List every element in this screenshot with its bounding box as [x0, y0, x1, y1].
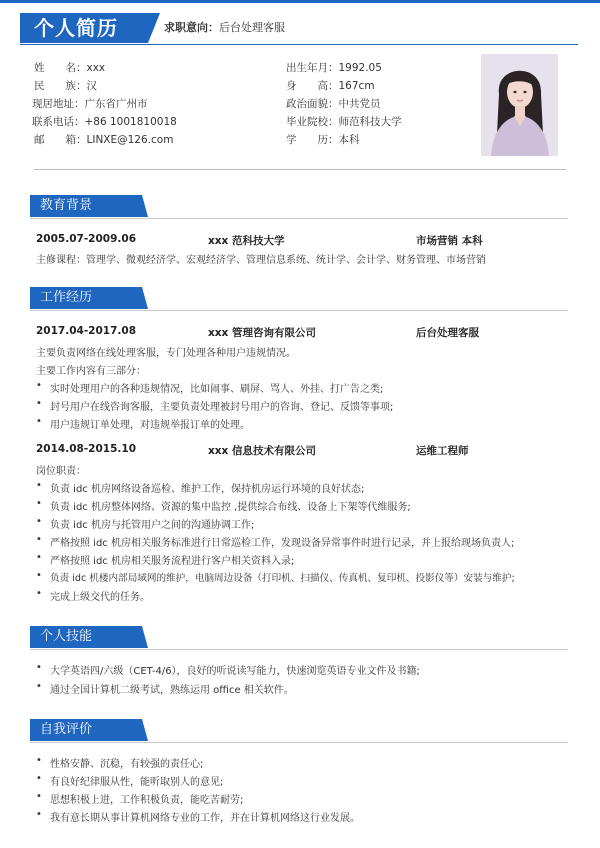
page-title: 个人简历	[34, 16, 118, 40]
section-skills-head	[30, 626, 570, 648]
list-item: • 实时处理用户的各种违规情况，比如闹事、刷屏、骂人、外挂、打广告之类;	[38, 380, 371, 395]
list-item: • 有良好纪律服从性，能听取别人的意见;	[38, 773, 211, 788]
section-rule	[30, 310, 568, 311]
section-self-title: 自我评价	[40, 722, 93, 737]
info-degree: 学 历：本科	[286, 134, 360, 146]
job1-company: xxx 管理咨询有限公司	[208, 327, 316, 339]
info-address: 现居地址：广东省广州市	[32, 98, 148, 110]
section-education-head	[30, 195, 570, 217]
list-item: • 通过全国计算机二级考试，熟练运用 office 相关软件。	[38, 681, 282, 696]
job1-role: 后台处理客服	[416, 327, 479, 339]
info-birth: 出生年月：1992.05	[286, 62, 382, 74]
section-self-head	[30, 719, 570, 741]
list-item: • 用户违规订单处理，对违规举报订单的处理。	[38, 416, 238, 431]
section-work-head	[30, 287, 570, 309]
info-politics: 政治面貌：中共党员	[286, 98, 381, 110]
list-item: • 完成上级交代的任务。	[38, 588, 138, 603]
job2-desc: 岗位职责：	[36, 466, 86, 477]
info-email: 邮 箱：LINXE@126.com	[34, 134, 174, 146]
job1-desc: 主要负责网络在线处理客服，专门处理各种用户违规情况。	[36, 348, 296, 359]
title-banner	[20, 13, 160, 43]
list-item: • 大学英语四/六级（CET-4/6），良好的听说读写能力，快速浏览英语专业文件及书籍;	[38, 662, 408, 677]
header-rule	[20, 44, 578, 45]
job1-period: 2017.04-2017.08	[36, 325, 137, 337]
info-ethnicity: 民 族：汉	[34, 80, 97, 92]
info-name: 姓 名：xxx	[34, 62, 106, 74]
section-education-title: 教育背景	[40, 198, 93, 213]
edu-major: 市场营销 本科	[416, 235, 483, 247]
job1-desc-sub: 主要工作内容有三部分：	[36, 366, 146, 377]
list-item: • 负责 idc 机房整体网络、资源的集中监控 ,提供综合布线、设备上下架等代维服务;	[38, 498, 399, 513]
list-item: • 性格安静、沉稳，有较强的责任心;	[38, 755, 191, 770]
profile-photo	[481, 54, 558, 156]
list-item: • 严格按照 idc 机房相关服务标准进行日常巡检工作，发现设备异常事件时进行记录，并上报给现场负责人;	[38, 534, 502, 549]
info-divider	[34, 169, 566, 170]
section-skills-title: 个人技能	[40, 629, 93, 644]
list-item: • 严格按照 idc 机房相关服务流程进行客户相关资料入录;	[38, 552, 282, 567]
job2-period: 2014.08-2015.10	[36, 443, 137, 455]
list-item: • 负责 idc 机房网络设备巡检、维护工作，保持机房运行环境的良好状态;	[38, 480, 352, 495]
edu-school: xxx 范科技大学	[208, 235, 285, 247]
section-rule	[30, 742, 568, 743]
job-objective	[164, 19, 285, 35]
list-item: • 思想积极上进，工作积极负责，能吃苦耐劳;	[38, 791, 231, 806]
info-school: 毕业院校：师范科技大学	[286, 116, 402, 128]
section-rule	[30, 649, 568, 650]
info-phone: 联系电话：+86 1001810018	[32, 116, 177, 128]
objective-value: 后台处理客服	[219, 21, 285, 34]
edu-period: 2005.07-2009.06	[36, 233, 137, 245]
list-item: • 负责 idc 机房与托管用户之间的沟通协调工作;	[38, 516, 242, 531]
profile-photo-illustration	[481, 54, 558, 156]
info-height: 身 高：167cm	[286, 80, 375, 92]
job2-role: 运维工程师	[416, 445, 469, 457]
list-item: • 封号用户在线咨询客服，主要负责处理被封号用户的咨询、登记、反馈等事项;	[38, 398, 381, 413]
list-item: • 我有意长期从事计算机网络专业的工作，并在计算机网络这行业发展。	[38, 809, 348, 824]
section-work-title: 工作经历	[40, 290, 93, 305]
objective-label: 求职意向：	[164, 21, 219, 34]
job2-company: xxx 信息技术有限公司	[208, 445, 316, 457]
top-accent-line	[0, 0, 600, 3]
section-rule	[30, 218, 568, 219]
list-item: • 负责 idc 机楼内部局域网的维护，电脑周边设备（打印机、扫描仪、传真机、复印机、投影仪等）安装与维护;	[38, 570, 503, 584]
edu-courses: 主修课程：管理学、微观经济学、宏观经济学、管理信息系统、统计学、会计学、财务管理、市场营销	[36, 255, 486, 266]
